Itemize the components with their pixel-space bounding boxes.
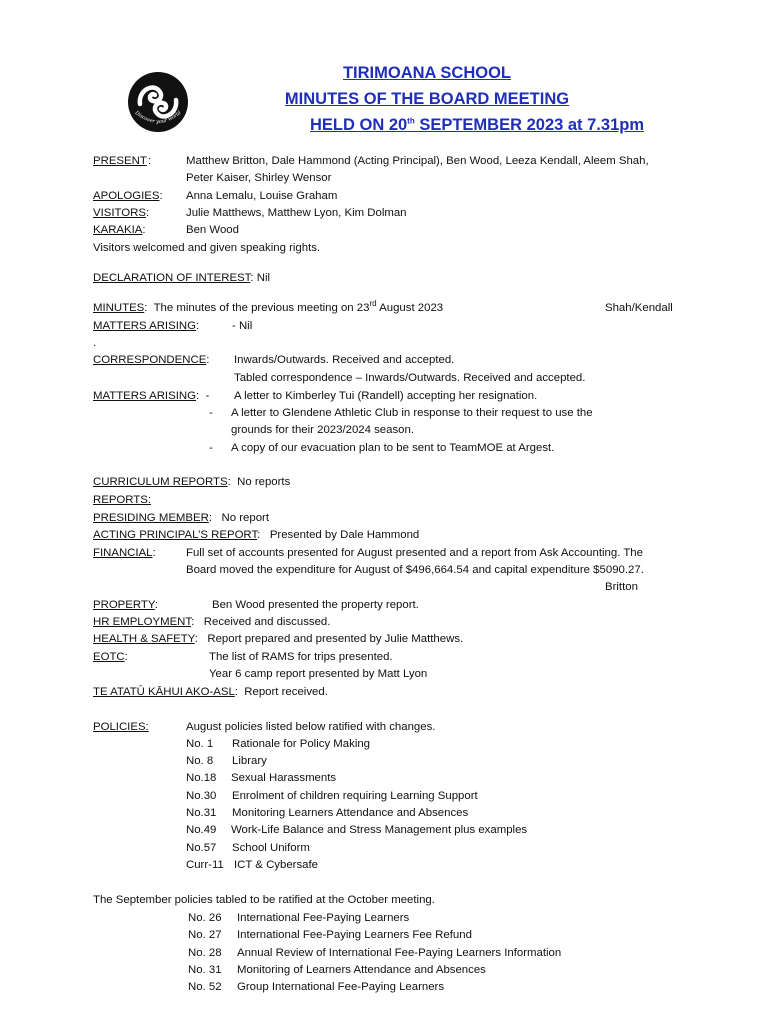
title-date: HELD ON 20th SEPTEMBER 2023 at 7.31pm [309, 116, 644, 134]
policy-no: No. 8 [186, 755, 214, 767]
correspondence-line2: Tabled correspondence – Inwards/Outwards. Received and accepted. [234, 372, 586, 384]
correspondence-row: CORRESPONDENCE: [93, 354, 210, 366]
policy-name: Sexual Harassments [231, 772, 337, 784]
asl-row: TE ATATŪ KĀHUI AKO-ASL: Report received. [93, 686, 328, 698]
policy-no: No.57 [186, 842, 217, 854]
policy-no: No.30 [186, 790, 217, 802]
policy-name: Monitoring of Learners Attendance and Absences [237, 964, 486, 976]
declaration-row: DECLARATION OF INTEREST: Nil [93, 272, 271, 284]
present-line2: Peter Kaiser, Shirley Wensor [186, 172, 332, 184]
visitors-value: Julie Matthews, Matthew Lyon, Kim Dolman [186, 207, 407, 219]
policy-no: No. 31 [188, 964, 222, 976]
minutes-mover: Shah/Kendall [605, 302, 673, 314]
correspondence-item: A copy of our evacuation plan to be sent to TeamMOE at Argest. [231, 442, 555, 454]
correspondence-matters-label: MATTERS ARISING: - [93, 390, 210, 402]
policy-name: Rationale for Policy Making [232, 738, 371, 750]
hr-row: HR EMPLOYMENT: Received and discussed. [93, 616, 331, 628]
policy-no: No. 52 [188, 981, 222, 993]
financial-line2: Board moved the expenditure for August of $496,664.54 and capital expenditure $5090.27. [186, 564, 644, 576]
policy-no: No.49 [186, 824, 217, 836]
visitors-welcome: Visitors welcomed and given speaking rights. [93, 242, 321, 254]
reports-heading: REPORTS: [93, 494, 152, 506]
policy-name: ICT & Cybersafe [234, 859, 318, 871]
september-intro: The September policies tabled to be ratified at the October meeting. [93, 894, 435, 906]
health-safety-row: HEALTH & SAFETY: Report prepared and presented by Julie Matthews. [93, 633, 464, 645]
stray-dot: . [93, 337, 97, 349]
eotc-line2: Year 6 camp report presented by Matt Lyon [209, 668, 428, 680]
karakia-row: KARAKIA: [93, 224, 146, 236]
policy-name: Monitoring Learners Attendance and Absences [232, 807, 469, 819]
policies-intro: August policies listed below ratified with changes. [186, 721, 436, 733]
correspondence-item: grounds for their 2023/2024 season. [231, 424, 415, 436]
correspondence-line1: Inwards/Outwards. Received and accepted. [234, 354, 455, 366]
visitors-row: VISITORS: [93, 207, 150, 219]
policy-name: Enrolment of children requiring Learning Support [232, 790, 478, 802]
title-minutes: MINUTES OF THE BOARD MEETING [284, 90, 570, 108]
presiding-row: PRESIDING MEMBER: No report [93, 512, 269, 524]
policy-no: No. 27 [188, 929, 222, 941]
acting-principal-row: ACTING PRINCIPAL’S REPORT: Presented by Dale Hammond [93, 529, 420, 541]
policy-name: Library [232, 755, 267, 767]
policy-name: Group International Fee-Paying Learners [237, 981, 445, 993]
apologies-row: APOLOGIES: [93, 190, 163, 202]
apologies-value: Anna Lemalu, Louise Graham [186, 190, 338, 202]
policy-no: No. 1 [186, 738, 214, 750]
policies-label: POLICIES: [93, 721, 149, 733]
financial-line1: Full set of accounts presented for August presented and a report from Ask Accounting. The [186, 547, 643, 559]
policy-name: Work-Life Balance and Stress Management plus examples [231, 824, 528, 836]
minutes-row: MINUTES: The minutes of the previous meeting on 23rd August 2023 [93, 299, 444, 314]
eotc-label: EOTC: [93, 651, 128, 663]
title-school: TIRIMOANA SCHOOL [342, 64, 512, 82]
policy-name: International Fee-Paying Learners [237, 912, 410, 924]
minutes-matters-value: - Nil [232, 320, 253, 332]
present-label: PRESENT [93, 155, 147, 167]
eotc-line1: The list of RAMS for trips presented. [209, 651, 393, 663]
correspondence-item: A letter to Kimberley Tui (Randell) accepting her resignation. [234, 390, 538, 402]
policy-no: No.18 [186, 772, 217, 784]
curriculum-row: CURRICULUM REPORTS: No reports [93, 476, 291, 488]
policy-name: Annual Review of International Fee-Paying Learners Information [237, 947, 562, 959]
policy-no: No. 26 [188, 912, 222, 924]
policy-no: No. 28 [188, 947, 222, 959]
financial-label: FINANCIAL: [93, 547, 156, 559]
policy-no: Curr-11 [186, 859, 224, 871]
financial-mover: Britton [605, 581, 638, 593]
correspondence-item: A letter to Glendene Athletic Club in response to their request to use the [231, 407, 593, 419]
minutes-matters-row: MATTERS ARISING: [93, 320, 200, 332]
property-value: Ben Wood presented the property report. [212, 599, 419, 611]
policy-name: School Uniform [232, 842, 310, 854]
logo-motto: Discover your world [133, 109, 183, 126]
policy-name: International Fee-Paying Learners Fee Refund [237, 929, 472, 941]
property-label: PROPERTY: [93, 599, 158, 611]
karakia-value: Ben Wood [186, 224, 239, 236]
policy-no: No.31 [186, 807, 217, 819]
present-line1: Matthew Britton, Dale Hammond (Acting Principal), Ben Wood, Leeza Kendall, Aleem Shah, [186, 155, 649, 167]
